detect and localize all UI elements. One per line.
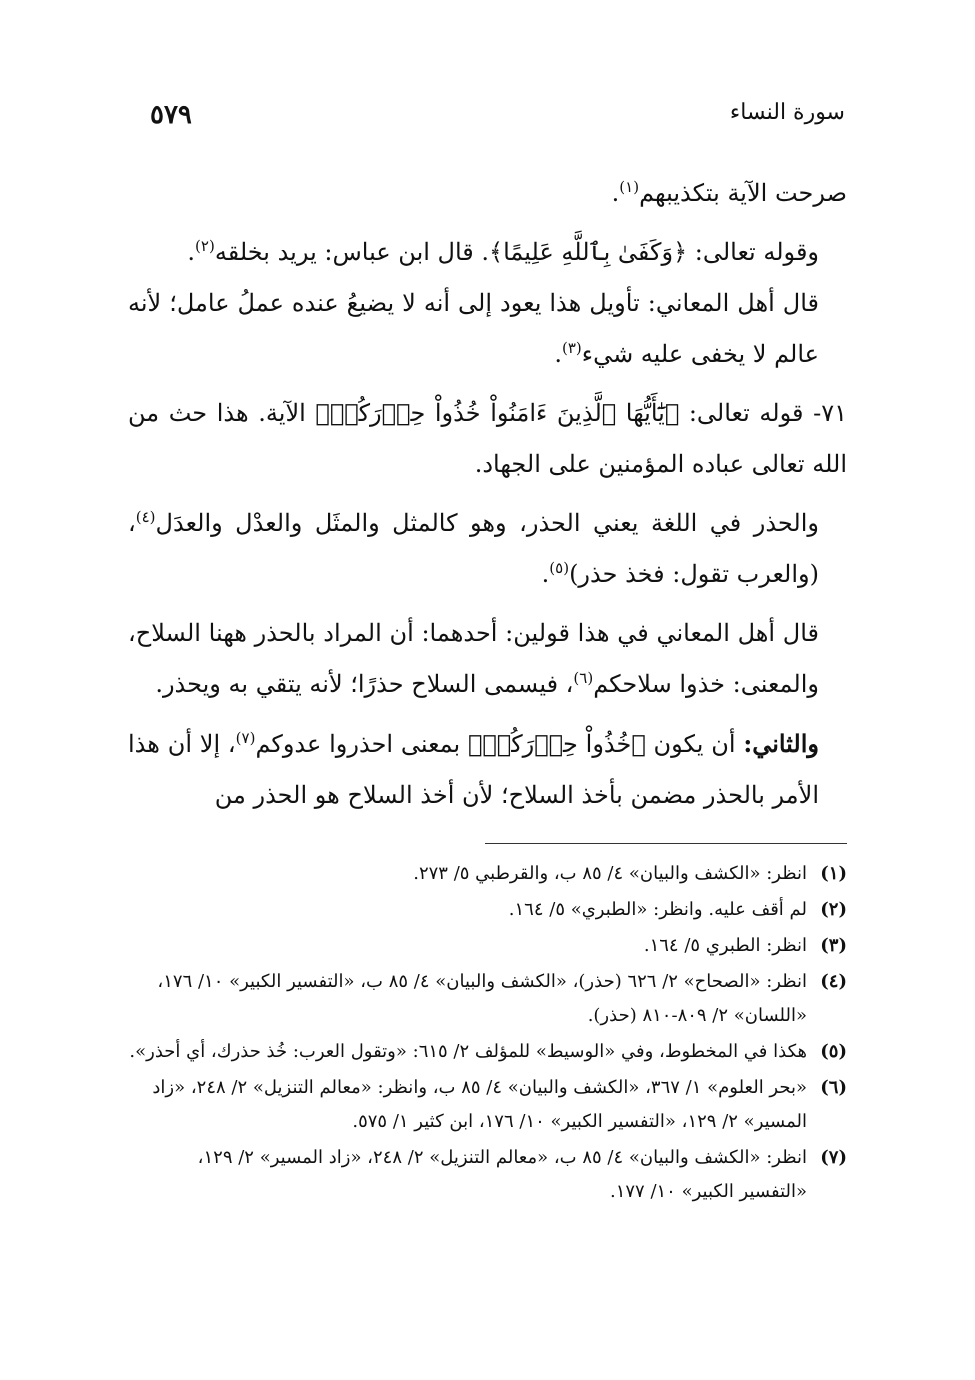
paragraph-7	[128, 718, 847, 821]
paragraph-2	[128, 227, 847, 278]
footnote-text: لم أقف عليه. وانظر: «الطبري» ٥/ ١٦٤.	[508, 899, 807, 920]
footnote-number: (٣)	[820, 935, 847, 956]
paragraph-text: ، إلا أن هذا الأمر بالحذر مضمن بأخذ السلاح؛ لأن أخذ السلاح هو الحذر من	[128, 730, 819, 809]
footnote-number: (٦)	[820, 1077, 847, 1098]
paragraph-text: قال أهل المعاني في هذا قولين: أحدهما: أن المراد بالحذر ههنا السلاح، والمعنى: خذوا سلاحكم	[128, 619, 819, 698]
footnote-item	[128, 1035, 847, 1069]
footnote-item	[128, 857, 847, 891]
footnote-ref: (١)	[619, 178, 640, 196]
footnote-item	[128, 1141, 847, 1209]
footnote-item	[128, 1071, 847, 1139]
footnote-number: (٧)	[820, 1147, 847, 1168]
paragraph-text: وقوله تعالى: ﴿وَكَفَىٰ بِٱللَّهِ عَلِيمًا﴾. قال ابن عباس: يريد بخلقه	[214, 238, 819, 266]
footnote-number: (٢)	[820, 899, 847, 920]
paragraph-end: .	[541, 560, 550, 588]
main-text	[128, 168, 847, 821]
footnote-divider	[485, 843, 847, 844]
footnote-text: انظر: الطبري ٥/ ١٦٤.	[643, 935, 807, 956]
footnote-ref: (٣)	[562, 339, 582, 357]
footnote-number: (٤)	[820, 971, 847, 992]
page-number: ٥٧٩	[150, 100, 192, 130]
footnote-text: «بحر العلوم» ١/ ٣٦٧، «الكشف والبيان» ٤/ ٨٥ ب، وانظر: «معالم التنزيل» ٢/ ٢٤٨، «زاد المسير» ٢/ ١٢٩، «التفسير الكبير» ١٠/ ١٧٦، ابن كثير ١/ ٥٧٥.	[152, 1077, 807, 1132]
paragraph-1	[128, 168, 847, 219]
paragraph-5	[128, 498, 847, 600]
running-header	[150, 100, 845, 140]
paragraph-text: والحذر في اللغة يعني الحذر، وهو كالمثل والمثَل والعدْل والعدَل	[155, 509, 819, 537]
paragraph-6	[128, 608, 847, 710]
paragraph-text: أن يكون ﴿خُذُواْ حِذۡرَكُمۡ﴾ بمعنى احذروا عدوكم	[255, 730, 736, 758]
footnote-item	[128, 965, 847, 1033]
paragraph-end: .	[187, 238, 196, 266]
surah-title: سورة النساء	[729, 100, 845, 125]
footnote-item	[128, 929, 847, 963]
footnote-item	[128, 893, 847, 927]
bold-lead: والثاني:	[743, 729, 819, 758]
paragraph-text: صرحت الآية بتكذيبهم	[639, 179, 847, 207]
footnote-number: (١)	[820, 863, 847, 884]
footnote-ref: (٤)	[135, 508, 156, 526]
footnote-number: (٥)	[820, 1041, 847, 1062]
paragraph-text: ، فيسمى السلاح حذرًا؛ لأنه يتقي به ويحذر.	[155, 670, 574, 698]
paragraph-3	[128, 278, 847, 380]
footnote-text: انظر: «الصحاح» ٢/ ٦٢٦ (حذر)، «الكشف والبيان» ٤/ ٨٥ ب، «التفسير الكبير» ١٠/ ١٧٦، «اللسان» ٢/ ٨٠٩-٨١٠ (حذر).	[157, 971, 807, 1026]
verse-number: ٧١-	[813, 399, 847, 427]
paragraph-text: قال أهل المعاني: تأويل هذا يعود إلى أنه لا يضيعُ عنده عملُ عامل؛ لأنه عالم لا يخفى عليه شيء	[128, 289, 819, 368]
paragraph-text: ، (والعرب تقول: فخذ حذر)	[128, 509, 819, 588]
paragraph-end: .	[611, 179, 620, 207]
footnote-ref: (٢)	[195, 237, 215, 255]
paragraph-text: قوله تعالى: ﴿يَٰٓأَيُّهَا ٱلَّذِينَ ءَامَنُواْ خُذُواْ حِذۡرَكُمۡ﴾ الآية. هذا حث من الله تعالى عباده المؤمنين على الجهاد.	[128, 399, 847, 478]
footnotes	[128, 857, 847, 1211]
footnote-text: انظر: «الكشف والبيان» ٤/ ٨٥ ب، «معالم التنزيل» ٢/ ٢٤٨، «زاد المسير» ٢/ ١٢٩، «التفسير الكبير» ١٠/ ١٧٧.	[197, 1147, 807, 1202]
footnote-ref: (٦)	[573, 669, 594, 687]
paragraph-end: .	[554, 340, 562, 368]
paragraph-4	[128, 388, 847, 490]
footnote-ref: (٥)	[549, 559, 570, 577]
footnote-text: هكذا في المخطوط، وفي «الوسيط» للمؤلف ٢/ ٦١٥: «وتقول العرب: خُذ حذرك، أي أحذر».	[129, 1041, 807, 1062]
footnote-text: انظر: «الكشف والبيان» ٤/ ٨٥ ب، والقرطبي ٥/ ٢٧٣.	[413, 863, 807, 884]
footnote-ref: (٧)	[235, 729, 256, 747]
